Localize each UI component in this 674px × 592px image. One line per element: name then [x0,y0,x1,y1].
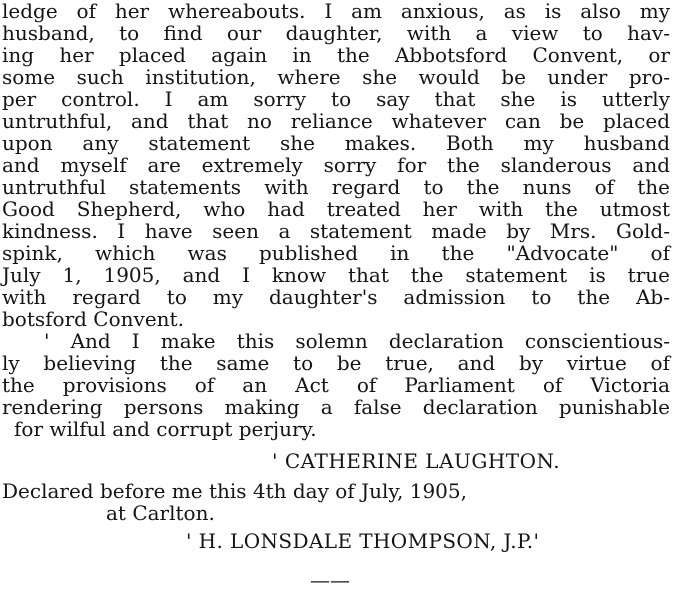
body-line: untruthful statements with regard to the nuns of the [2,175,670,199]
declared-before-line: Declared before me this 4th day of July, 1905, [2,479,467,503]
body-line: botsford Convent. [2,307,184,331]
cropped-text-fragment: —— [310,568,350,592]
signature-lonsdale-thompson: ' H. LONSDALE THOMPSON, J.P.' [186,529,540,553]
body-line: per control. I am sorry to say that she is utterly [2,87,670,111]
body-line: Good Shepherd, who had treated her with the utmost [2,197,670,221]
declaration-line: for wilful and corrupt perjury. [14,417,317,441]
body-line: some such institution, where she would be under pro- [2,65,670,89]
body-line: ing her placed again in the Abbotsford Convent, or [2,43,670,67]
body-line: ledge of her whereabouts. I am anxious, as is also my [2,0,670,23]
declaration-line: the provisions of an Act of Parliament of Victoria [2,373,670,397]
body-line: kindness. I have seen a statement made by Mrs. Gold- [2,219,670,243]
body-line: with regard to my daughter's admission to the Ab- [2,285,670,309]
place-line: at Carlton. [106,501,215,525]
declaration-line: ' And I make this solemn declaration conscientious- [44,329,670,353]
body-line: untruthful, and that no reliance whatever can be placed [2,109,670,133]
body-line: husband, to find our daughter, with a view to hav- [2,21,670,45]
declaration-line: rendering persons making a false declaration punishable [2,395,670,419]
body-line: July 1, 1905, and I know that the statement is true [2,263,670,287]
signature-catherine-laughton: ' CATHERINE LAUGHTON. [272,449,561,473]
declaration-line: ly believing the same to be true, and by virtue of [2,351,670,375]
body-line: and myself are extremely sorry for the slanderous and [2,153,670,177]
body-line: upon any statement she makes. Both my husband [2,131,670,155]
body-line: spink, which was published in the "Advocate" of [2,241,670,265]
